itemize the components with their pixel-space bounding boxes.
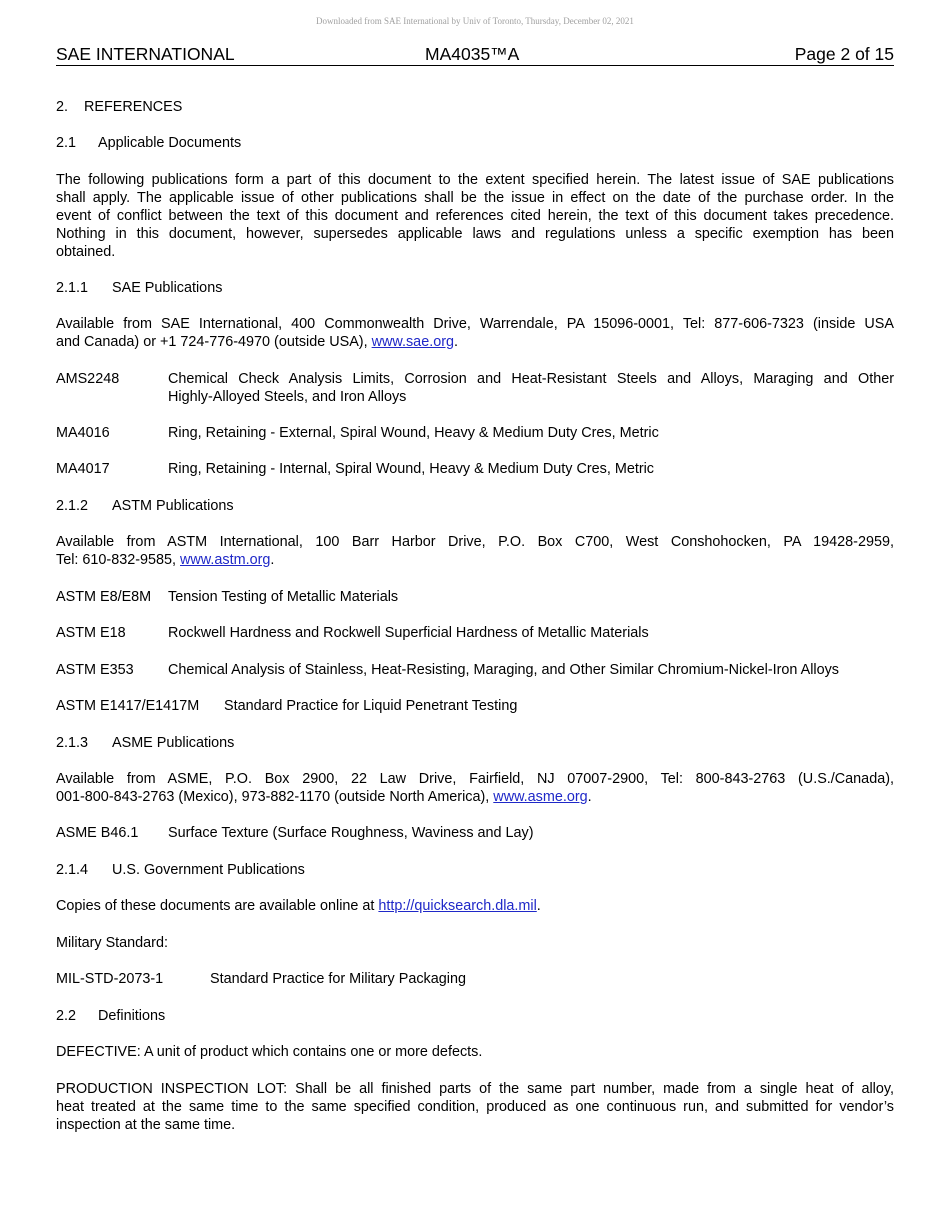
section-2-1-4-heading [56,861,305,879]
reference-title: Chemical Analysis of Stainless, Heat-Resisting, Maraging, and Other Similar Chromium-Nickel-Iron Alloys [168,662,840,678]
section-title: SAE Publications [112,280,223,296]
reference-title: Rockwell Hardness and Rockwell Superficial Hardness of Metallic Materials [168,625,649,641]
definition-defective: DEFECTIVE: A unit of product which contains one or more defects. [56,1044,483,1060]
dla-quicksearch-link[interactable]: http://quicksearch.dla.mil [378,898,537,914]
text-fragment: . [454,334,458,350]
section-number: 2.2 [56,1008,77,1024]
text-fragment: 001-800-843-2763 (Mexico), 973-882-1170 (outside North America), [56,789,494,805]
astm-website-link[interactable]: www.astm.org [180,552,271,568]
text-fragment: and Canada) or +1 724-776-4970 (outside USA), [56,334,372,350]
text-fragment: Copies of these documents are available online at [56,898,379,914]
reference-code: ASTM E1417/E1417M [56,698,200,714]
text-fragment: . [536,898,541,914]
header-page-number: Page 2 of 15 [794,44,894,64]
section-number: 2.1.2 [56,498,89,514]
reference-title [168,370,894,406]
paragraph-line [56,788,894,806]
government-availability-paragraph [56,897,541,915]
applicable-documents-paragraph [56,171,894,261]
paragraph-line [56,551,894,569]
paragraph-line: shall apply. The applicable issue of other publications shall be the issue in effect on the date of the purchase order. In the [56,190,894,206]
section-2-1-1-heading [56,279,222,297]
section-title: Applicable Documents [98,135,242,151]
reference-title-line: Highly-Alloyed Steels, and Iron Alloys [168,389,407,405]
reference-code: ASTM E18 [56,625,126,641]
military-standard-label: Military Standard: [56,935,168,951]
section-2-1-heading [56,134,241,152]
paragraph-line: PRODUCTION INSPECTION LOT: Shall be all finished parts of the same part number, made from a single heat of alloy, [56,1081,894,1097]
section-title: ASME Publications [112,735,235,751]
reference-title: Ring, Retaining - Internal, Spiral Wound, Heavy & Medium Duty Cres, Metric [168,461,655,477]
reference-code: MA4016 [56,425,110,441]
sae-website-link[interactable]: www.sae.org [371,334,454,350]
paragraph-line: The following publications form a part of this document to the extent specified herein. The latest issue of SAE publications [56,172,894,188]
sae-availability-paragraph [56,315,894,351]
paragraph-line: Nothing in this document, however, supersedes applicable laws and regulations unless a specific exemption has been [56,226,894,242]
section-number: 2.1.4 [56,862,89,878]
reference-title: Standard Practice for Military Packaging [210,971,466,987]
reference-code: ASTM E8/E8M [56,589,152,605]
paragraph-line: Available from ASTM International, 100 Barr Harbor Drive, P.O. Box C700, West Conshohocken, PA 19428-2959, [56,534,894,550]
paragraph-line: Available from SAE International, 400 Commonwealth Drive, Warrendale, PA 15096-0001, Tel: 877-606-7323 (inside USA [56,316,894,332]
section-2-1-3-heading [56,734,234,752]
section-2-2-heading [56,1007,165,1025]
reference-code: ASTM E353 [56,662,134,678]
definition-production-inspection-lot [56,1080,894,1134]
section-2-heading [56,98,182,116]
reference-title: Ring, Retaining - External, Spiral Wound, Heavy & Medium Duty Cres, Metric [168,425,659,441]
section-title: U.S. Government Publications [112,862,305,878]
asme-availability-paragraph [56,770,894,806]
section-number: 2. [56,99,69,115]
reference-code: ASME B46.1 [56,825,139,841]
reference-title: Surface Texture (Surface Roughness, Waviness and Lay) [168,825,534,841]
reference-code: MA4017 [56,461,110,477]
section-number: 2.1.3 [56,735,89,751]
reference-title: Standard Practice for Liquid Penetrant Testing [224,698,518,714]
text-fragment: . [587,789,592,805]
text-fragment: Tel: 610-832-9585, [56,552,181,568]
paragraph-line: Available from ASME, P.O. Box 2900, 22 Law Drive, Fairfield, NJ 07007-2900, Tel: 800-843-2763 (U.S./Canada), [56,771,894,787]
download-watermark: Downloaded from SAE International by Univ of Toronto, Thursday, December 02, 2021 [316,16,634,26]
section-title: ASTM Publications [112,498,234,514]
page-header [56,44,894,66]
section-title: Definitions [98,1008,166,1024]
section-number: 2.1 [56,135,77,151]
astm-availability-paragraph [56,533,894,569]
section-2-1-2-heading [56,497,234,515]
paragraph-line: inspection at the same time. [56,1117,236,1133]
reference-title: Tension Testing of Metallic Materials [168,589,399,605]
reference-code: AMS2248 [56,371,120,387]
paragraph-line: event of conflict between the text of this document and references cited herein, the text of this document takes precedence. [56,208,894,224]
reference-code: MIL-STD-2073-1 [56,971,164,987]
section-number: 2.1.1 [56,280,89,296]
text-fragment: . [270,552,275,568]
asme-website-link[interactable]: www.asme.org [493,789,588,805]
paragraph-line [56,333,894,351]
section-title: REFERENCES [84,99,183,115]
reference-title-line: Chemical Check Analysis Limits, Corrosion and Heat-Resistant Steels and Alloys, Maraging and Other [168,371,894,387]
header-organization: SAE INTERNATIONAL [56,44,235,64]
paragraph-line: obtained. [56,244,116,260]
paragraph-line: heat treated at the same time to the same specified condition, produced as one continuous run, and submitted for vendor’s [56,1099,894,1115]
header-document-number: MA4035™A [425,44,520,64]
